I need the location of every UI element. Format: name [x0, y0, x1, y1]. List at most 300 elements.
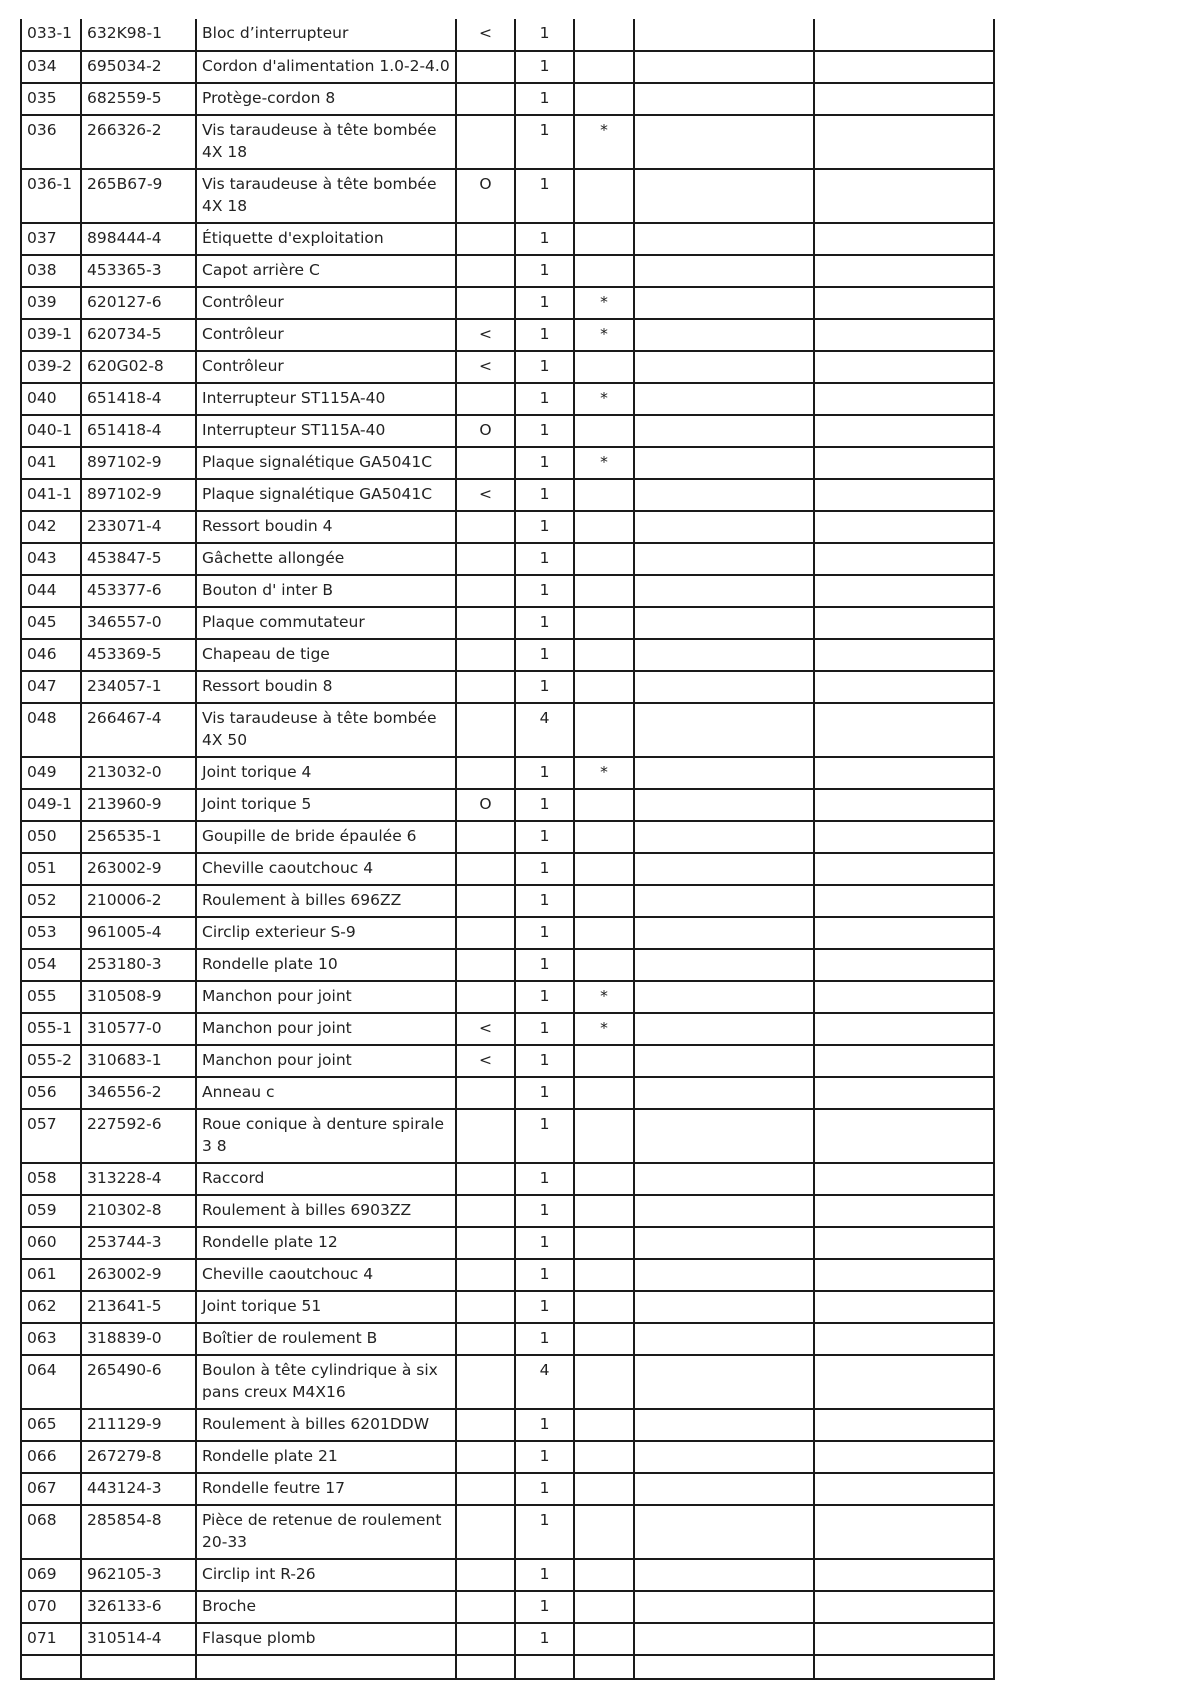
empty-note-cell [634, 115, 814, 169]
quantity-cell [515, 703, 574, 757]
change-flag-cell [456, 1077, 515, 1109]
note-mark-text [580, 1260, 628, 1263]
empty-remark-cell [814, 639, 994, 671]
quantity-text: 1 [539, 677, 550, 695]
part-description-text: Circlip int R-26 [202, 1565, 316, 1583]
part-description-text: Plaque signalétique GA5041C [202, 485, 433, 503]
quantity-text: 1 [539, 645, 550, 663]
quantity-cell [515, 169, 574, 223]
empty-remark-cell [814, 383, 994, 415]
change-flag-cell [456, 287, 515, 319]
part-description-cell [196, 351, 456, 383]
part-reference-text: 453377-6 [87, 581, 162, 599]
empty-note-cell [634, 19, 814, 51]
part-reference-text: 897102-9 [87, 485, 162, 503]
part-reference-text: 213960-9 [87, 795, 162, 813]
table-row [21, 1109, 994, 1163]
item-number-cell [21, 1441, 81, 1473]
quantity-cell [515, 1441, 574, 1473]
change-flag-cell [456, 1045, 515, 1077]
note-mark-cell [574, 83, 634, 115]
part-reference-text: 285854-8 [87, 1511, 162, 1529]
quantity-text: 1 [539, 1201, 550, 1219]
table-row [21, 543, 994, 575]
quantity-text: 1 [539, 1415, 550, 1433]
quantity-cell [515, 351, 574, 383]
change-flag-text: O [479, 421, 492, 439]
item-number-cell [21, 51, 81, 83]
part-reference-text: 443124-3 [87, 1479, 162, 1497]
note-mark-cell [574, 607, 634, 639]
item-number-text: 044 [27, 581, 57, 599]
note-mark-text [580, 608, 628, 611]
part-reference-text: 213641-5 [87, 1297, 162, 1315]
part-description-cell [196, 83, 456, 115]
item-number-text: 051 [27, 859, 57, 877]
note-mark-text: * [600, 453, 608, 471]
part-reference-text: 256535-1 [87, 827, 162, 845]
part-description-cell [196, 575, 456, 607]
empty-cell [21, 1655, 81, 1679]
table-row [21, 19, 994, 51]
item-number-cell [21, 83, 81, 115]
note-mark-text [580, 224, 628, 227]
part-description-text: Cordon d'alimentation 1.0-2-4.0 [202, 57, 450, 75]
note-mark-cell [574, 255, 634, 287]
quantity-text: 1 [539, 955, 550, 973]
note-mark-text [580, 1506, 628, 1509]
note-mark-cell [574, 821, 634, 853]
note-mark-text [580, 1474, 628, 1477]
change-flag-text [462, 1442, 509, 1445]
empty-note-cell [634, 607, 814, 639]
quantity-text: 1 [539, 1019, 550, 1037]
item-number-text: 049-1 [27, 795, 73, 813]
part-description-cell [196, 51, 456, 83]
item-number-text: 035 [27, 89, 57, 107]
change-flag-text: < [479, 325, 492, 343]
note-mark-text [580, 1592, 628, 1595]
part-description-cell [196, 447, 456, 479]
item-number-cell [21, 115, 81, 169]
quantity-text: 1 [539, 1083, 550, 1101]
empty-note-cell [634, 511, 814, 543]
empty-remark-cell [814, 703, 994, 757]
item-number-text: 058 [27, 1169, 57, 1187]
change-flag-cell [456, 757, 515, 789]
empty-remark-cell [814, 1505, 994, 1559]
table-row [21, 1013, 994, 1045]
empty-note-cell [634, 1559, 814, 1591]
empty-remark-cell [814, 543, 994, 575]
note-mark-cell [574, 511, 634, 543]
part-description-cell [196, 607, 456, 639]
part-reference-text: 346557-0 [87, 613, 162, 631]
part-reference-cell [81, 511, 196, 543]
item-number-cell [21, 1323, 81, 1355]
part-reference-cell [81, 757, 196, 789]
part-reference-text: 265490-6 [87, 1361, 162, 1379]
note-mark-cell [574, 949, 634, 981]
change-flag-cell [456, 1227, 515, 1259]
item-number-text: 036 [27, 121, 57, 139]
part-reference-text: 266326-2 [87, 121, 162, 139]
table-row [21, 287, 994, 319]
note-mark-text [580, 256, 628, 259]
part-description-cell [196, 1045, 456, 1077]
table-row [21, 255, 994, 287]
quantity-text: 1 [539, 891, 550, 909]
note-mark-cell [574, 383, 634, 415]
change-flag-text [462, 52, 509, 55]
change-flag-text [462, 1560, 509, 1563]
note-mark-text [580, 576, 628, 579]
quantity-text: 1 [539, 1511, 550, 1529]
part-description-cell [196, 1077, 456, 1109]
item-number-text: 036-1 [27, 175, 73, 193]
note-mark-cell [574, 415, 634, 447]
part-description-text: Vis taraudeuse à tête bombée 4X 50 [202, 709, 437, 749]
quantity-text: 1 [539, 1297, 550, 1315]
note-mark-cell [574, 1109, 634, 1163]
item-number-text: 052 [27, 891, 57, 909]
part-reference-text: 326133-6 [87, 1597, 162, 1615]
part-description-text: Rondelle plate 12 [202, 1233, 338, 1251]
table-row [21, 885, 994, 917]
quantity-text: 1 [539, 89, 550, 107]
change-flag-text [462, 640, 509, 643]
note-mark-cell [574, 789, 634, 821]
change-flag-cell [456, 383, 515, 415]
note-mark-cell [574, 1623, 634, 1655]
part-reference-cell [81, 1291, 196, 1323]
part-reference-cell [81, 115, 196, 169]
empty-remark-cell [814, 607, 994, 639]
empty-remark-cell [814, 83, 994, 115]
change-flag-text [462, 1356, 509, 1359]
item-number-cell [21, 1623, 81, 1655]
note-mark-text [580, 19, 628, 22]
empty-remark-cell [814, 1077, 994, 1109]
item-number-cell [21, 981, 81, 1013]
note-mark-cell [574, 1163, 634, 1195]
change-flag-text [462, 576, 509, 579]
change-flag-cell [456, 1441, 515, 1473]
quantity-text: 1 [539, 229, 550, 247]
quantity-cell [515, 1109, 574, 1163]
part-reference-cell [81, 789, 196, 821]
item-number-text: 034 [27, 57, 57, 75]
quantity-cell [515, 1195, 574, 1227]
table-row [21, 853, 994, 885]
part-description-cell [196, 821, 456, 853]
quantity-cell [515, 1473, 574, 1505]
item-number-cell [21, 1505, 81, 1559]
quantity-cell [515, 1323, 574, 1355]
empty-note-cell [634, 853, 814, 885]
quantity-cell [515, 1045, 574, 1077]
item-number-cell [21, 1355, 81, 1409]
change-flag-cell [456, 543, 515, 575]
part-reference-cell [81, 383, 196, 415]
part-description-cell [196, 543, 456, 575]
change-flag-text [462, 1228, 509, 1231]
item-number-cell [21, 1259, 81, 1291]
empty-note-cell [634, 415, 814, 447]
quantity-cell [515, 19, 574, 51]
item-number-cell [21, 885, 81, 917]
item-number-text: 057 [27, 1115, 57, 1133]
empty-remark-cell [814, 169, 994, 223]
empty-remark-cell [814, 1109, 994, 1163]
table-row [21, 703, 994, 757]
part-reference-cell [81, 917, 196, 949]
part-reference-text: 682559-5 [87, 89, 162, 107]
quantity-cell [515, 543, 574, 575]
quantity-cell [515, 479, 574, 511]
part-description-cell [196, 1591, 456, 1623]
empty-note-cell [634, 1591, 814, 1623]
quantity-cell [515, 1355, 574, 1409]
empty-remark-cell [814, 223, 994, 255]
note-mark-text [580, 1324, 628, 1327]
change-flag-cell [456, 319, 515, 351]
table-row [21, 757, 994, 789]
change-flag-cell [456, 1623, 515, 1655]
note-mark-text [580, 1624, 628, 1627]
part-description-text: Étiquette d'exploitation [202, 229, 384, 247]
part-description-text: Capot arrière C [202, 261, 320, 279]
part-reference-text: 346556-2 [87, 1083, 162, 1101]
part-description-text: Anneau c [202, 1083, 275, 1101]
quantity-text: 4 [539, 1361, 550, 1379]
change-flag-text: < [479, 485, 492, 503]
change-flag-text: < [479, 24, 492, 42]
quantity-cell [515, 1623, 574, 1655]
table-row [21, 639, 994, 671]
change-flag-cell [456, 917, 515, 949]
item-number-cell [21, 447, 81, 479]
note-mark-cell [574, 287, 634, 319]
note-mark-cell [574, 51, 634, 83]
note-mark-cell [574, 1409, 634, 1441]
item-number-text: 053 [27, 923, 57, 941]
part-description-text: Boulon à tête cylindrique à six pans creux M4X16 [202, 1361, 438, 1401]
note-mark-text [580, 480, 628, 483]
table-row [21, 169, 994, 223]
part-reference-cell [81, 853, 196, 885]
table-row [21, 1259, 994, 1291]
part-description-cell [196, 1291, 456, 1323]
change-flag-text [462, 854, 509, 857]
table-row [21, 351, 994, 383]
item-number-cell [21, 1559, 81, 1591]
part-description-cell [196, 223, 456, 255]
part-description-text: Protège-cordon 8 [202, 89, 336, 107]
change-flag-cell [456, 169, 515, 223]
part-description-text: Ressort boudin 4 [202, 517, 333, 535]
item-number-text: 064 [27, 1361, 57, 1379]
item-number-cell [21, 351, 81, 383]
part-reference-text: 651418-4 [87, 421, 162, 439]
part-description-text: Roulement à billes 6201DDW [202, 1415, 430, 1433]
part-reference-text: 253744-3 [87, 1233, 162, 1251]
item-number-cell [21, 703, 81, 757]
change-flag-cell [456, 1013, 515, 1045]
part-reference-text: 620G02-8 [87, 357, 164, 375]
table-row [21, 1195, 994, 1227]
empty-note-cell [634, 639, 814, 671]
part-reference-cell [81, 543, 196, 575]
note-mark-cell [574, 639, 634, 671]
note-mark-cell [574, 479, 634, 511]
part-description-text: Rondelle plate 21 [202, 1447, 338, 1465]
part-reference-cell [81, 1409, 196, 1441]
empty-note-cell [634, 703, 814, 757]
part-description-cell [196, 1195, 456, 1227]
item-number-cell [21, 1163, 81, 1195]
note-mark-cell [574, 169, 634, 223]
item-number-cell [21, 319, 81, 351]
empty-remark-cell [814, 447, 994, 479]
item-number-cell [21, 575, 81, 607]
item-number-cell [21, 479, 81, 511]
quantity-text: 1 [539, 325, 550, 343]
quantity-cell [515, 287, 574, 319]
empty-cell [196, 1655, 456, 1679]
part-reference-cell [81, 949, 196, 981]
change-flag-text [462, 886, 509, 889]
note-mark-text [580, 1228, 628, 1231]
part-description-cell [196, 415, 456, 447]
part-reference-text: 695034-2 [87, 57, 162, 75]
empty-note-cell [634, 1045, 814, 1077]
empty-cell [634, 1655, 814, 1679]
note-mark-cell [574, 671, 634, 703]
item-number-text: 041 [27, 453, 57, 471]
quantity-text: 1 [539, 859, 550, 877]
empty-remark-cell [814, 1409, 994, 1441]
note-mark-text [580, 544, 628, 547]
item-number-text: 065 [27, 1415, 57, 1433]
empty-note-cell [634, 1077, 814, 1109]
part-description-text: Pièce de retenue de roulement 20-33 [202, 1511, 442, 1551]
empty-note-cell [634, 255, 814, 287]
table-row [21, 821, 994, 853]
quantity-cell [515, 1013, 574, 1045]
change-flag-cell [456, 981, 515, 1013]
empty-remark-cell [814, 949, 994, 981]
quantity-text: 1 [539, 1169, 550, 1187]
part-reference-text: 318839-0 [87, 1329, 162, 1347]
empty-note-cell [634, 1505, 814, 1559]
note-mark-cell [574, 917, 634, 949]
change-flag-cell [456, 51, 515, 83]
part-reference-cell [81, 1623, 196, 1655]
note-mark-text [580, 918, 628, 921]
empty-note-cell [634, 319, 814, 351]
note-mark-cell [574, 319, 634, 351]
change-flag-text [462, 1324, 509, 1327]
change-flag-cell [456, 1109, 515, 1163]
change-flag-text [462, 758, 509, 761]
part-reference-cell [81, 479, 196, 511]
note-mark-cell [574, 703, 634, 757]
empty-cell [81, 1655, 196, 1679]
note-mark-text [580, 672, 628, 675]
part-description-cell [196, 1505, 456, 1559]
quantity-text: 1 [539, 613, 550, 631]
part-description-text: Vis taraudeuse à tête bombée 4X 18 [202, 175, 437, 215]
table-row [21, 607, 994, 639]
empty-note-cell [634, 1291, 814, 1323]
part-description-cell [196, 885, 456, 917]
table-row [21, 223, 994, 255]
note-mark-cell [574, 885, 634, 917]
empty-note-cell [634, 287, 814, 319]
quantity-text: 1 [539, 453, 550, 471]
part-reference-cell [81, 575, 196, 607]
part-reference-text: 897102-9 [87, 453, 162, 471]
quantity-text: 1 [539, 795, 550, 813]
quantity-cell [515, 415, 574, 447]
part-reference-text: 210302-8 [87, 1201, 162, 1219]
part-description-text: Cheville caoutchouc 4 [202, 1265, 374, 1283]
quantity-text: 1 [539, 1629, 550, 1647]
item-number-text: 040 [27, 389, 57, 407]
part-reference-cell [81, 415, 196, 447]
change-flag-text [462, 256, 509, 259]
note-mark-text [580, 822, 628, 825]
note-mark-text [580, 950, 628, 953]
note-mark-text [580, 1078, 628, 1081]
note-mark-text [580, 512, 628, 515]
note-mark-text: * [600, 293, 608, 311]
part-description-cell [196, 1163, 456, 1195]
part-description-cell [196, 479, 456, 511]
empty-remark-cell [814, 255, 994, 287]
empty-cell [515, 1655, 574, 1679]
part-description-cell [196, 1259, 456, 1291]
change-flag-text [462, 918, 509, 921]
quantity-text: 1 [539, 389, 550, 407]
item-number-text: 055-1 [27, 1019, 73, 1037]
item-number-text: 054 [27, 955, 57, 973]
quantity-text: 1 [539, 581, 550, 599]
change-flag-cell [456, 885, 515, 917]
change-flag-cell [456, 789, 515, 821]
empty-remark-cell [814, 479, 994, 511]
note-mark-cell [574, 19, 634, 51]
part-reference-text: 213032-0 [87, 763, 162, 781]
table-row [21, 1077, 994, 1109]
part-description-text: Bouton d' inter B [202, 581, 333, 599]
part-description-cell [196, 1013, 456, 1045]
empty-cell [574, 1655, 634, 1679]
item-number-cell [21, 639, 81, 671]
note-mark-text [580, 790, 628, 793]
item-number-text: 055 [27, 987, 57, 1005]
quantity-text: 1 [539, 923, 550, 941]
part-reference-text: 253180-3 [87, 955, 162, 973]
quantity-text: 1 [539, 1447, 550, 1465]
part-reference-text: 310514-4 [87, 1629, 162, 1647]
change-flag-cell [456, 821, 515, 853]
note-mark-cell [574, 351, 634, 383]
item-number-cell [21, 543, 81, 575]
empty-remark-cell [814, 671, 994, 703]
part-reference-text: 962105-3 [87, 1565, 162, 1583]
